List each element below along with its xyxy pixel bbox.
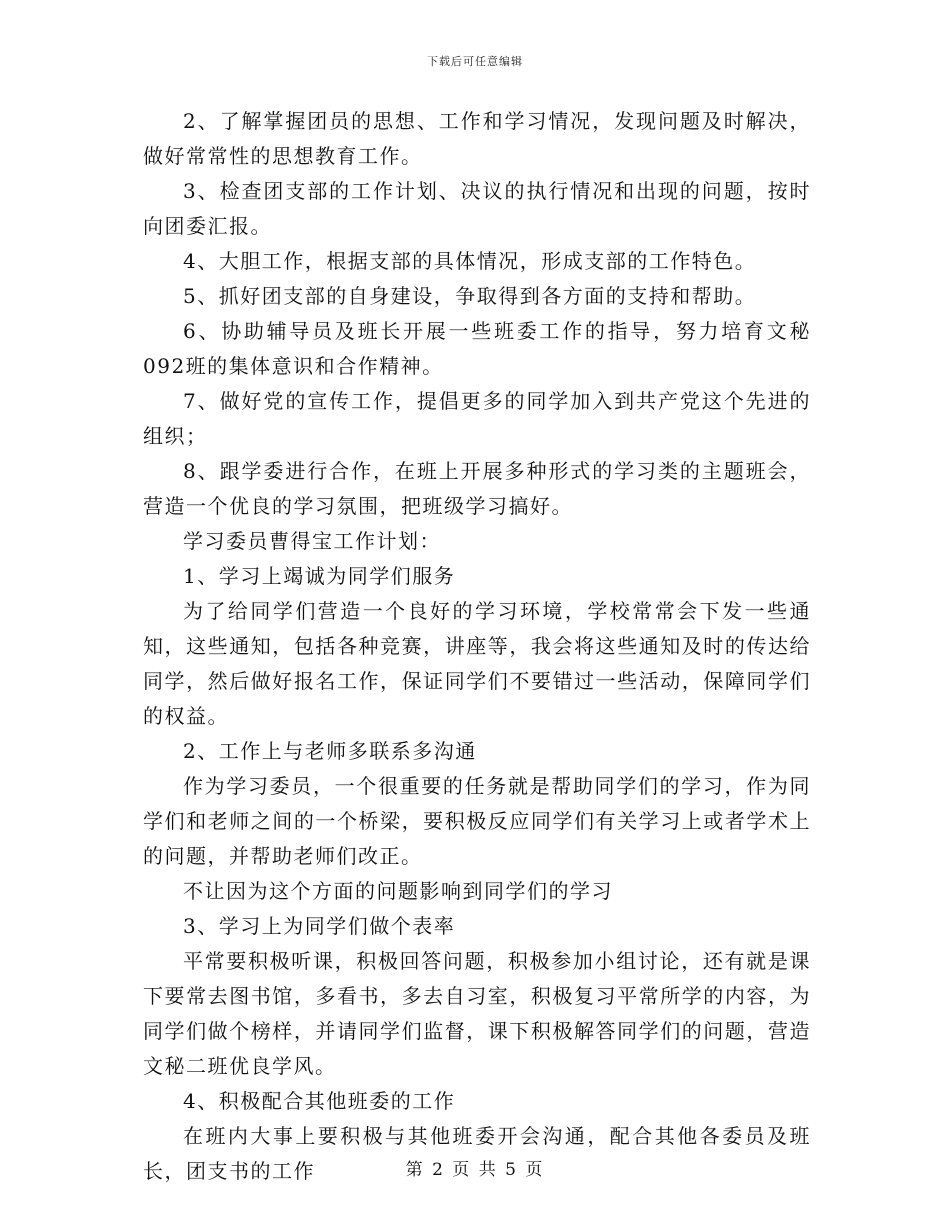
paragraph: 5、抓好团支部的自身建设，争取得到各方面的支持和帮助。 [183,284,757,308]
item-heading: 3、学习上为同学们做个表率 [183,914,456,938]
item-heading: 4、积极配合其他班委的工作 [183,1089,456,1113]
paragraph: 8、跟学委进行合作，在班上开展多种形式的学习类的主题班会，营造一个优良的学习氛围，把班级学习搞好。 [143,459,811,518]
paragraph: 平常要积极听课，积极回答问题，积极参加小组讨论，还有就是课下要常去图书馆，多看书，多去自习室，积极复习平常所学的内容，为同学们做个榜样，并请同学们监督，课下积极解答同学们的问题，营造文秘二班优良学风。 [143,949,811,1078]
item-heading: 2、工作上与老师多联系多沟通 [183,739,477,763]
page-header: 下载后可任意编辑 [427,55,523,68]
paragraph: 3、检查团支部的工作计划、决议的执行情况和出现的问题，按时向团委汇报。 [143,179,811,238]
paragraph: 7、做好党的宣传工作，提倡更多的同学加入到共产党这个先进的组织； [143,389,811,448]
page-footer: 第 2 页 共 5 页 [405,1160,545,1180]
paragraph: 在班内大事上要积极与其他班委开会沟通，配合其他各委员及班长，团支书的工作 [143,1124,811,1183]
body-text [143,104,811,1189]
paragraph: 2、了解掌握团员的思想、工作和学习情况，发现问题及时解决，做好常常性的思想教育工作。 [143,109,811,168]
paragraph: 为了给同学们营造一个良好的学习环境，学校常常会下发一些通知，这些通知，包括各种竞赛，讲座等，我会将这些通知及时的传达给同学，然后做好报名工作，保证同学们不要错过一些活动，保障同学们的权益。 [143,599,811,728]
paragraph: 4、大胆工作，根据支部的具体情况，形成支部的工作特色。 [183,249,757,273]
item-heading: 1、学习上竭诚为同学们服务 [183,564,456,588]
paragraph: 6、协助辅导员及班长开展一些班委工作的指导，努力培育文秘092班的集体意识和合作精神。 [143,319,811,378]
section-heading: 学习委员曹得宝工作计划： [183,529,441,553]
paragraph: 不让因为这个方面的问题影响到同学们的学习 [183,879,613,903]
paragraph: 作为学习委员，一个很重要的任务就是帮助同学们的学习，作为同学们和老师之间的一个桥梁，要积极反应同学们有关学习上或者学术上的问题，并帮助老师们改正。 [143,774,811,868]
